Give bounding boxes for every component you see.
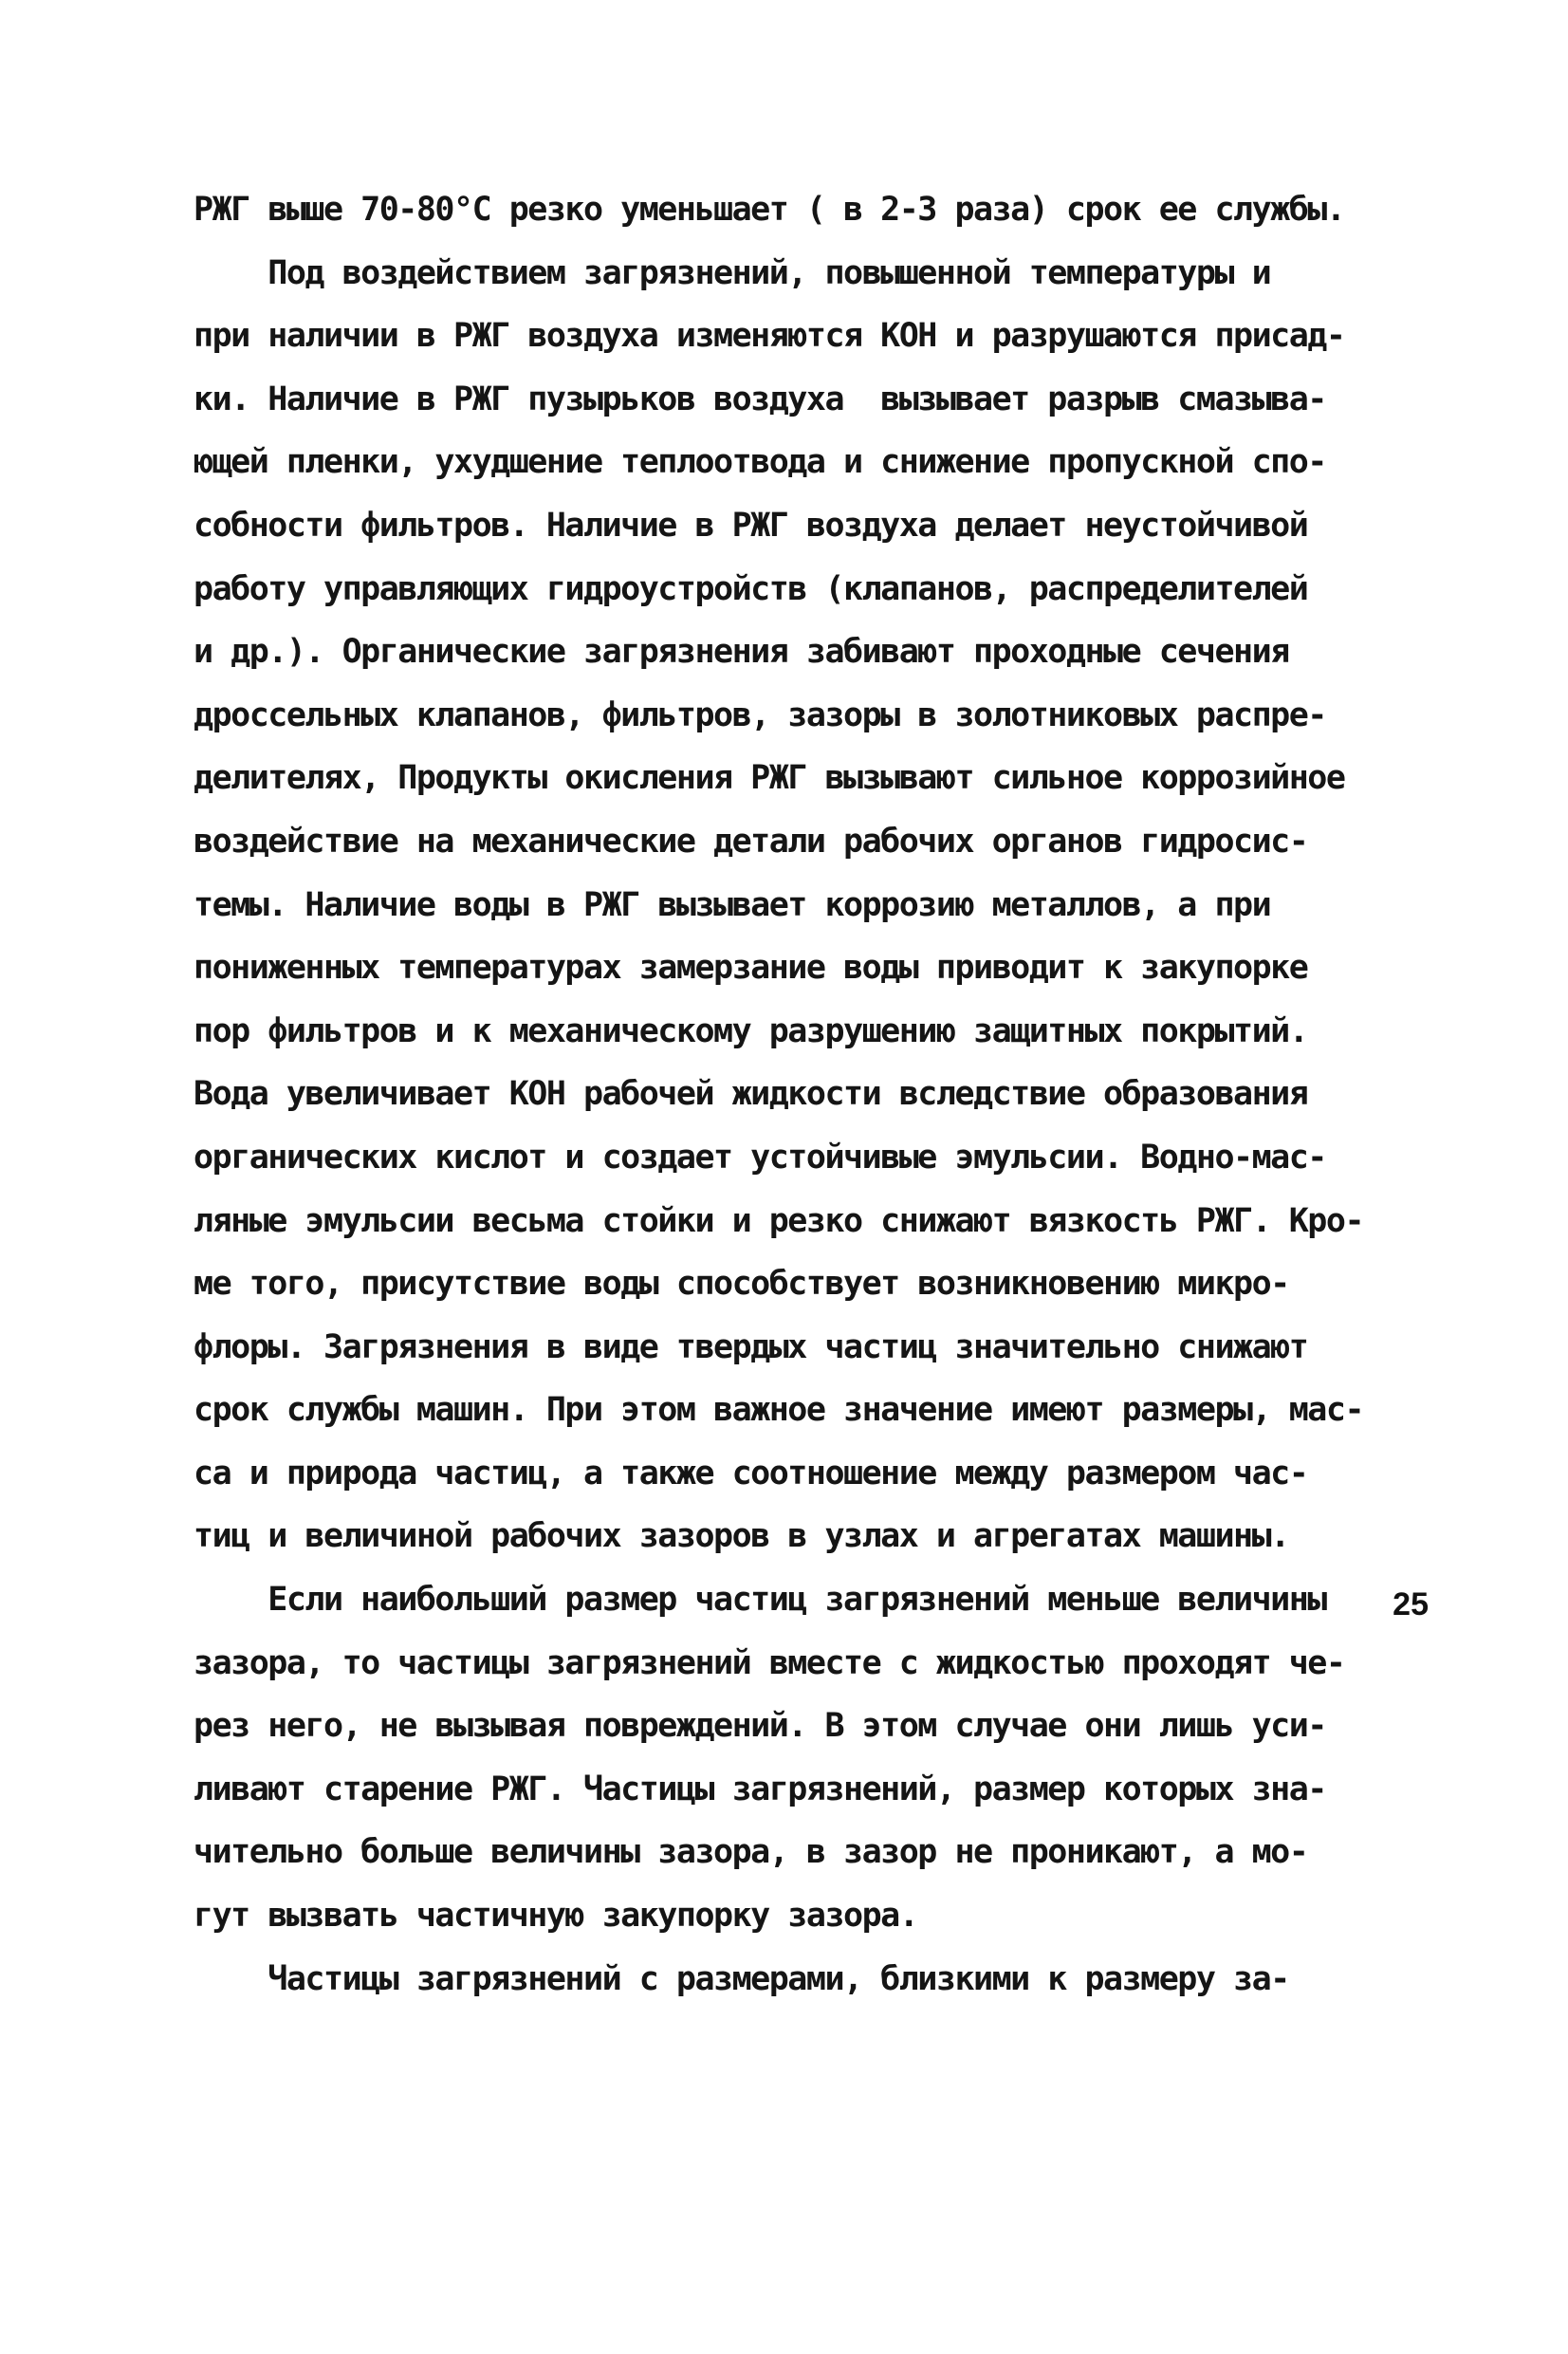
- text-line: ющей пленки, ухудшение теплоотвода и снижение пропускной спо-: [194, 443, 1326, 482]
- text-line: ливают старение РЖГ. Частицы загрязнений, размер которых зна-: [194, 1770, 1326, 1808]
- text-line: работу управляющих гидроустройств (клапанов, распределителей: [194, 569, 1308, 608]
- text-line: собности фильтров. Наличие в РЖГ воздуха делает неустойчивой: [194, 506, 1308, 545]
- text-line: Под воздействием загрязнений, повышенной температуры и: [194, 253, 1271, 292]
- text-line: делителях, Продукты окисления РЖГ вызывают сильное коррозийное: [194, 759, 1345, 798]
- text-line: Вода увеличивает КОН рабочей жидкости вследствие образования: [194, 1075, 1308, 1114]
- text-line: органических кислот и создает устойчивые эмульсии. Водно-мас-: [194, 1138, 1326, 1177]
- text-line: рез него, не вызывая повреждений. В этом случае они лишь уси-: [194, 1707, 1326, 1746]
- text-line: ки. Наличие в РЖГ пузырьков воздуха вызывает разрыв смазыва-: [194, 380, 1326, 418]
- text-line: ляные эмульсии весьма стойки и резко снижают вязкость РЖГ. Кро-: [194, 1201, 1364, 1240]
- text-line: срок службы машин. При этом важное значение имеют размеры, мас-: [194, 1391, 1364, 1430]
- text-line: и др.). Органические загрязнения забивают проходные сечения: [194, 633, 1289, 672]
- text-line: пониженных температурах замерзание воды приводит к закупорке: [194, 949, 1308, 988]
- text-line: тиц и величиной рабочих зазоров в узлах и агрегатах машины.: [194, 1517, 1289, 1556]
- text-line: Если наибольший размер частиц загрязнений меньше величины: [194, 1581, 1326, 1620]
- body-text: [194, 178, 1427, 2011]
- text-line: при наличии в РЖГ воздуха изменяются КОН и разрушаются присад-: [194, 317, 1345, 356]
- text-line: воздействие на механические детали рабочих органов гидросис-: [194, 822, 1308, 861]
- text-line: флоры. Загрязнения в виде твердых частиц значительно снижают: [194, 1327, 1308, 1366]
- text-line: чительно больше величины зазора, в зазор не проникают, а мо-: [194, 1833, 1308, 1872]
- text-line: зазора, то частицы загрязнений вместе с жидкостью проходят че-: [194, 1643, 1345, 1682]
- text-line: РЖГ выше 70-80°С резко уменьшает ( в 2-3 раза) срок ее службы.: [194, 191, 1345, 229]
- text-line: дроссельных клапанов, фильтров, зазоры в золотниковых распре-: [194, 695, 1326, 734]
- text-line: пор фильтров и к механическому разрушению защитных покрытий.: [194, 1011, 1308, 1050]
- text-line: ме того, присутствие воды способствует возникновению микро-: [194, 1265, 1289, 1304]
- page-number: 25: [1393, 1586, 1429, 1622]
- text-line: гут вызвать частичную закупорку зазора.: [194, 1897, 918, 1936]
- text-line: Частицы загрязнений с размерами, близкими к размеру за-: [194, 1959, 1289, 1998]
- text-line: са и природа частиц, а также соотношение между размером час-: [194, 1454, 1308, 1492]
- text-line: темы. Наличие воды в РЖГ вызывает коррозию металлов, а при: [194, 885, 1271, 924]
